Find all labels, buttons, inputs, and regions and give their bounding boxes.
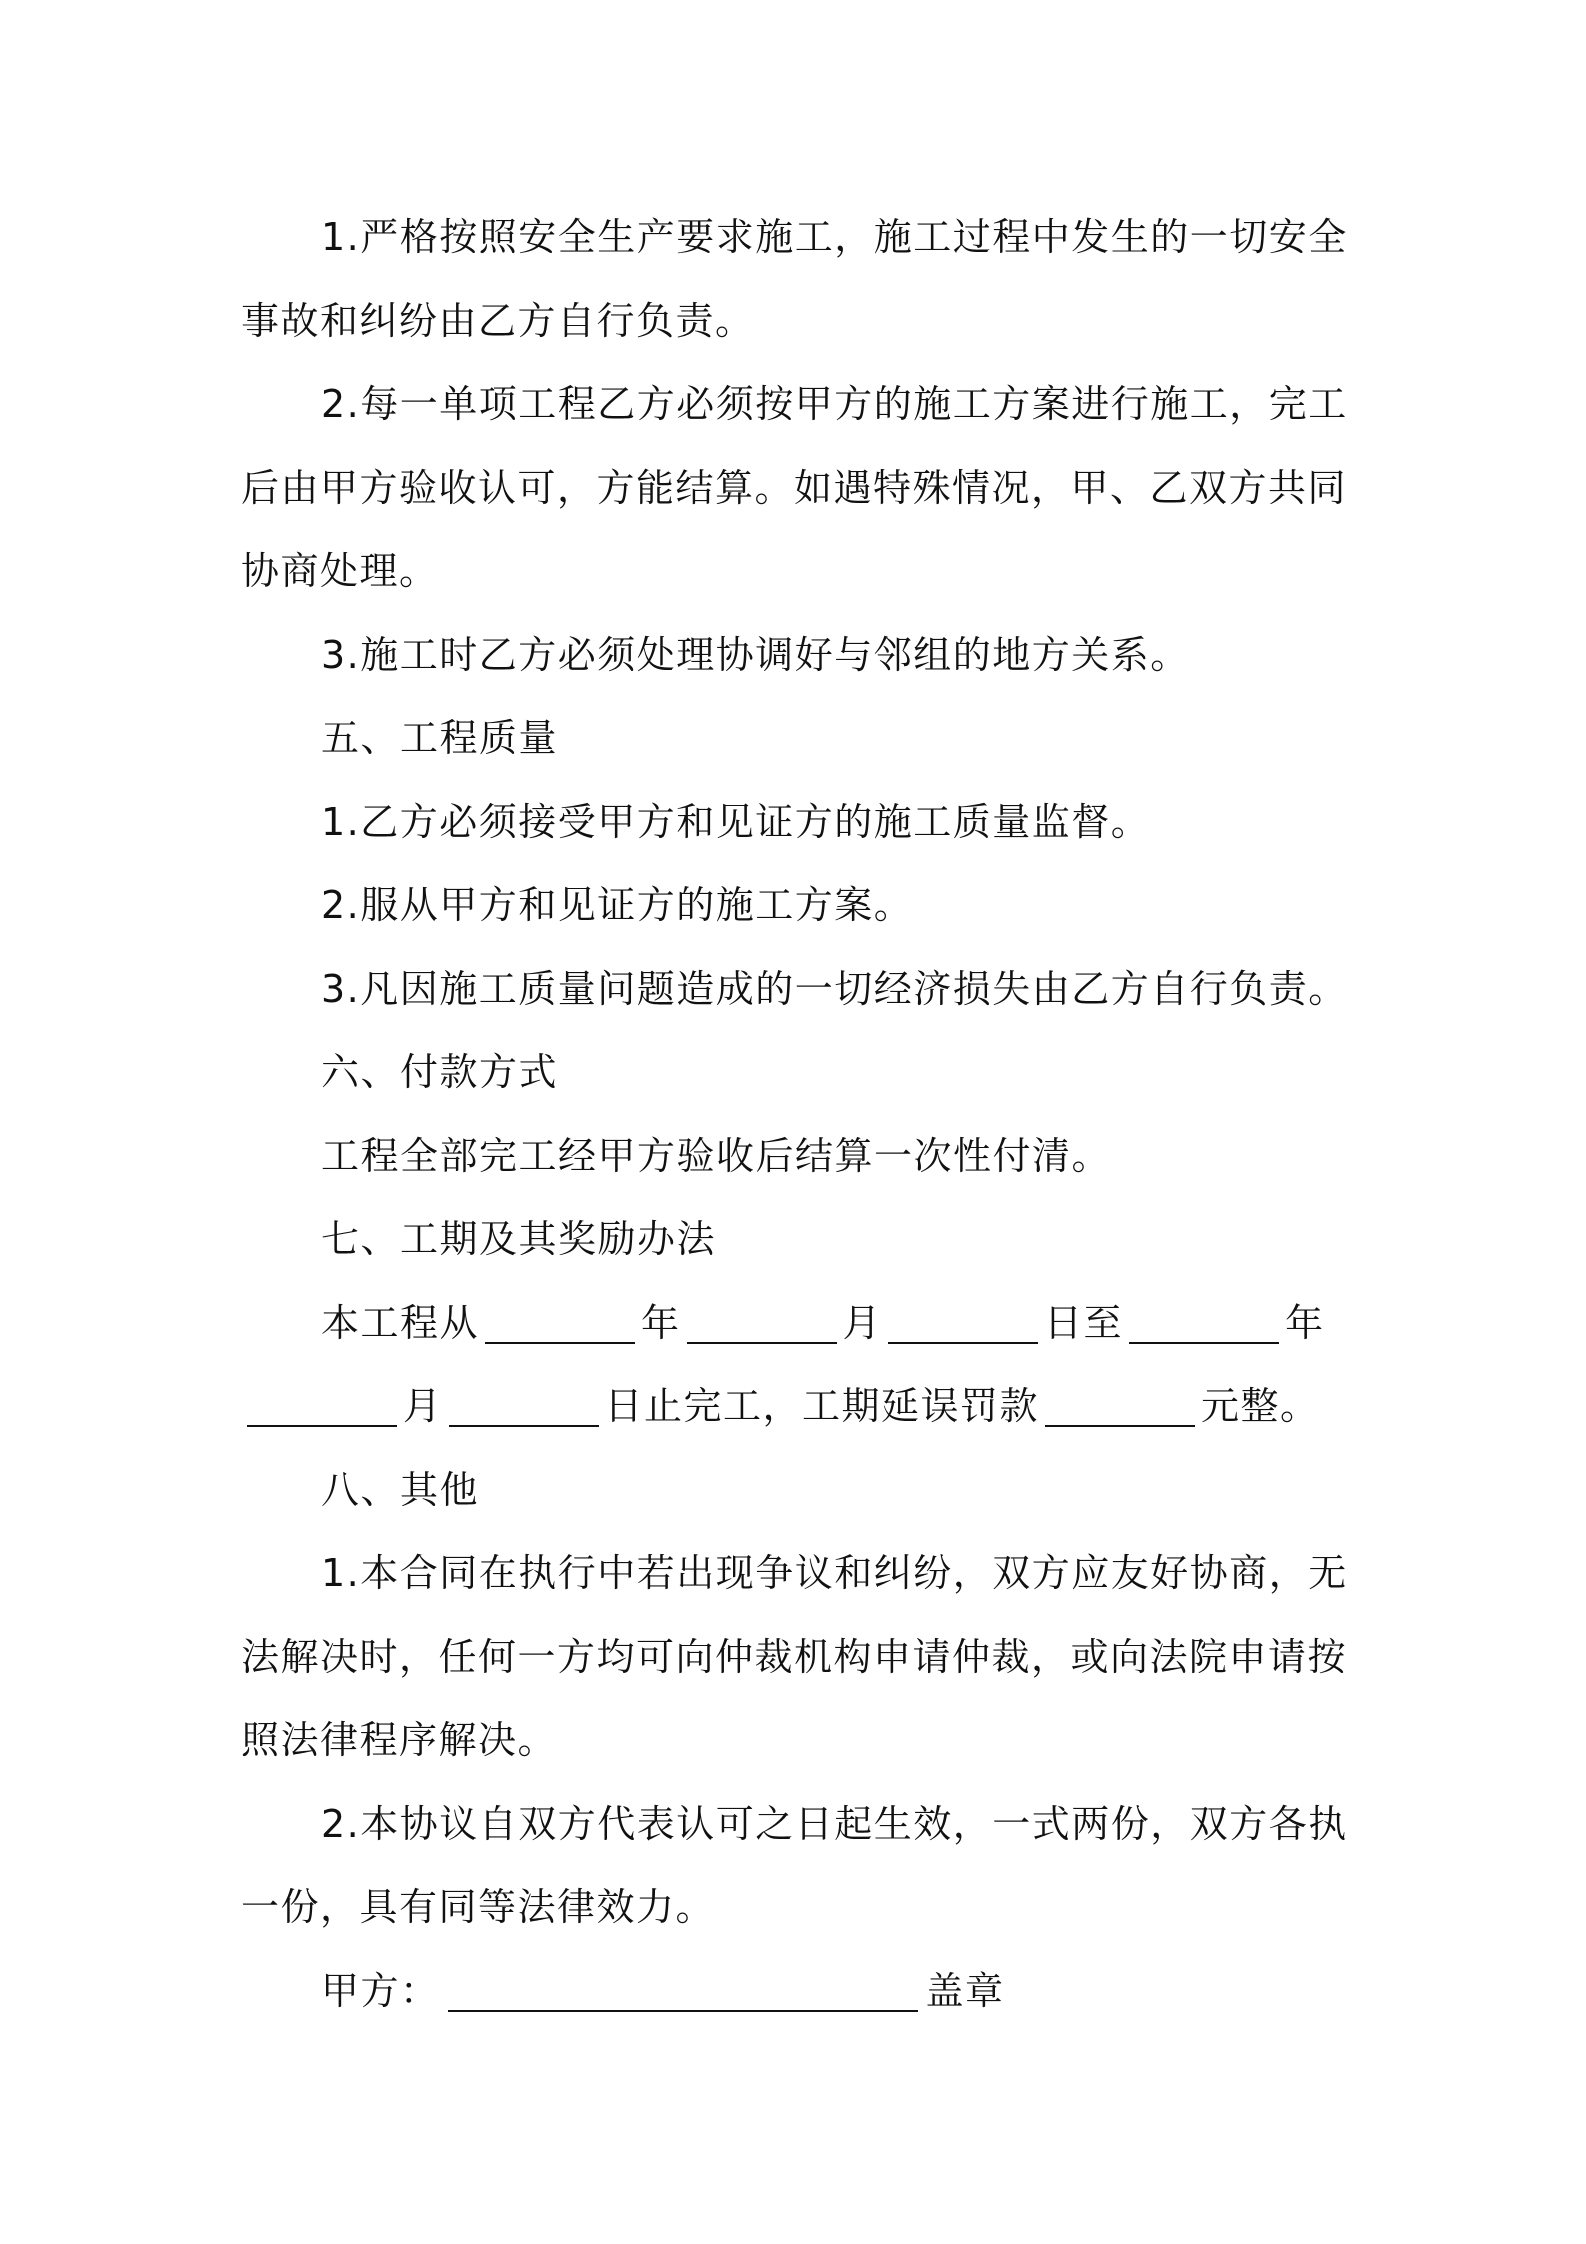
schedule-year1-label: 年	[641, 1300, 681, 1345]
clause-schedule	[241, 1282, 1356, 1449]
clause-obey-plan: 2.服从甲方和见证方的施工方案。	[321, 883, 914, 927]
party-a-signature-blank[interactable]	[448, 1972, 918, 2012]
schedule-year2-label: 年	[1285, 1300, 1325, 1345]
signature-line	[241, 1950, 1356, 2034]
schedule-day1-label: 日至	[1044, 1300, 1124, 1345]
schedule-day2-label: 日止完工，工期延误罚款	[604, 1384, 1040, 1428]
clause-neighbor-relations: 3.施工时乙方必须处理协调好与邻组的地方关系。	[321, 632, 1190, 677]
end-month-blank[interactable]	[247, 1387, 397, 1427]
contract-body	[241, 196, 1356, 2033]
seal-label: 盖章	[925, 1968, 1005, 2013]
schedule-prefix: 本工程从	[321, 1300, 480, 1345]
section-heading-payment: 六、付款方式	[321, 1050, 559, 1094]
schedule-suffix: 元整。	[1201, 1384, 1320, 1428]
section-heading-other: 八、其他	[321, 1467, 480, 1512]
end-day-blank[interactable]	[449, 1387, 599, 1427]
start-month-blank[interactable]	[687, 1304, 837, 1344]
penalty-amount-blank[interactable]	[1045, 1387, 1195, 1427]
start-day-blank[interactable]	[888, 1304, 1038, 1344]
clause-effective: 2.本协议自双方代表认可之日起生效，一式两份，双方各执一份，具有同等法律效力。	[241, 1801, 1348, 1929]
clause-safety: 1.严格按照安全生产要求施工，施工过程中发生的一切安全事故和纠纷由乙方自行负责。	[241, 215, 1348, 343]
party-a-label: 甲方：	[321, 1968, 440, 2013]
clause-quality-supervision: 1.乙方必须接受甲方和见证方的施工质量监督。	[321, 799, 1151, 844]
clause-construction-plan: 2.每一单项工程乙方必须按甲方的施工方案进行施工，完工后由甲方验收认可，方能结算。如遇特殊情况，甲、乙双方共同协商处理。	[241, 382, 1348, 593]
schedule-month2-label: 月	[403, 1384, 443, 1428]
clause-dispute: 1.本合同在执行中若出现争议和纠纷，双方应友好协商，无法解决时，任何一方均可向仲裁机构申请仲裁，或向法院申请按照法律程序解决。	[241, 1551, 1348, 1762]
clause-payment: 工程全部完工经甲方验收后结算一次性付清。	[321, 1133, 1112, 1178]
end-year-blank[interactable]	[1129, 1304, 1279, 1344]
section-heading-quality: 五、工程质量	[321, 716, 559, 760]
clause-quality-loss: 3.凡因施工质量问题造成的一切经济损失由乙方自行负责。	[321, 966, 1348, 1011]
section-heading-schedule: 七、工期及其奖励办法	[321, 1217, 717, 1261]
schedule-month1-label: 月	[842, 1300, 883, 1345]
start-year-blank[interactable]	[485, 1304, 635, 1344]
